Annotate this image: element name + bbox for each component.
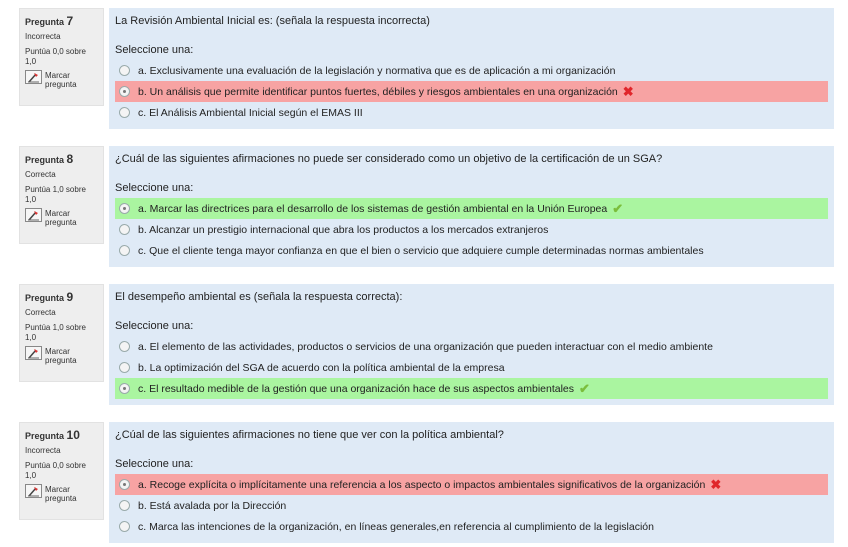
incorrect-x-icon: ✖ [710, 477, 722, 492]
flag-question-label: Marcar pregunta [45, 485, 77, 503]
flag-question-button[interactable] [25, 70, 98, 89]
question-number-value: 8 [66, 152, 74, 166]
answer-option[interactable] [115, 198, 828, 219]
radio-button[interactable] [119, 383, 130, 394]
answer-option[interactable] [115, 60, 828, 81]
radio-button[interactable] [119, 479, 130, 490]
answer-option-label: c. Que el cliente tenga mayor confianza en que el bien o servicio que adquiere cumple determinadas normas ambientales [138, 244, 704, 257]
question-number [25, 14, 98, 28]
question-info-panel [19, 284, 104, 382]
answer-option[interactable] [115, 102, 828, 123]
incorrect-x-icon: ✖ [622, 84, 634, 99]
question-label: Pregunta [25, 431, 65, 441]
radio-button[interactable] [119, 500, 130, 511]
answer-prompt: Seleccione una: [115, 44, 194, 56]
answer-prompt: Seleccione una: [115, 320, 194, 332]
question-text: La Revisión Ambiental Inicial es: (señala la respuesta incorrecta) [115, 15, 430, 27]
question-content [109, 8, 834, 129]
question-block [0, 142, 848, 266]
answer-prompt: Seleccione una: [115, 458, 194, 470]
question-number [25, 428, 98, 442]
question-info-panel [19, 8, 104, 106]
question-content [109, 146, 834, 267]
answer-prompt: Seleccione una: [115, 182, 194, 194]
question-block [0, 280, 848, 404]
answer-option-label: a. Exclusivamente una evaluación de la legislación y normativa que es de aplicación a mi organización [138, 64, 616, 77]
answer-option-label: c. El Análisis Ambiental Inicial según el EMAS III [138, 106, 363, 119]
answer-option[interactable] [115, 357, 828, 378]
question-grade: Puntúa 1,0 sobre 1,0 [25, 185, 86, 204]
answer-option[interactable] [115, 81, 828, 102]
radio-button[interactable] [119, 107, 130, 118]
flag-icon[interactable] [25, 208, 42, 222]
answer-list [115, 474, 828, 537]
flag-icon[interactable] [25, 484, 42, 498]
answer-option[interactable] [115, 336, 828, 357]
question-grade: Puntúa 0,0 sobre 1,0 [25, 47, 86, 66]
answer-option-label: c. Marca las intenciones de la organización, en líneas generales,en referencia al cumplimiento de la legislación [138, 520, 654, 533]
question-state: Correcta [25, 308, 56, 317]
correct-check-icon: ✔ [579, 381, 590, 396]
radio-button[interactable] [119, 65, 130, 76]
radio-button[interactable] [119, 341, 130, 352]
flag-question-label: Marcar pregunta [45, 347, 77, 365]
radio-button[interactable] [119, 224, 130, 235]
question-content [109, 284, 834, 405]
question-text: ¿Cúal de las siguientes afirmaciones no tiene que ver con la política ambiental? [115, 429, 504, 441]
question-label: Pregunta [25, 17, 65, 27]
answer-option-label: b. Está avalada por la Dirección [138, 499, 287, 512]
question-text: ¿Cuál de las siguientes afirmaciones no puede ser considerado como un objetivo de la certificación de un SGA? [115, 153, 663, 165]
question-text: El desempeño ambiental es (señala la respuesta correcta): [115, 291, 403, 303]
answer-option[interactable] [115, 474, 828, 495]
answer-option[interactable] [115, 495, 828, 516]
question-grade: Puntúa 0,0 sobre 1,0 [25, 461, 86, 480]
answer-option-label: c. El resultado medible de la gestión que una organización hace de sus aspectos ambientales [138, 382, 575, 395]
answer-list [115, 198, 828, 261]
correct-check-icon: ✔ [612, 201, 624, 216]
answer-option[interactable] [115, 240, 828, 261]
radio-button[interactable] [119, 86, 130, 97]
radio-button[interactable] [119, 521, 130, 532]
radio-button[interactable] [119, 245, 130, 256]
question-number-value: 10 [66, 428, 80, 442]
question-number [25, 290, 98, 304]
question-number [25, 152, 98, 166]
question-info-panel [19, 146, 104, 244]
answer-option-label: b. La optimización del SGA de acuerdo con la política ambiental de la empresa [138, 361, 505, 374]
question-state: Incorrecta [25, 32, 61, 41]
question-block [0, 4, 848, 128]
flag-question-button[interactable] [25, 346, 98, 365]
answer-list [115, 336, 828, 399]
flag-question-label: Marcar pregunta [45, 209, 77, 227]
question-label: Pregunta [25, 155, 65, 165]
question-number-value: 9 [66, 290, 74, 304]
question-label: Pregunta [25, 293, 65, 303]
answer-option[interactable] [115, 378, 828, 399]
radio-button[interactable] [119, 362, 130, 373]
answer-option[interactable] [115, 219, 828, 240]
radio-button[interactable] [119, 203, 130, 214]
answer-option-label: a. Marcar las directrices para el desarrollo de los sistemas de gestión ambiental en la Unión Europea [138, 202, 608, 215]
question-info-panel [19, 422, 104, 520]
question-content [109, 422, 834, 543]
question-block [0, 418, 848, 542]
question-state: Incorrecta [25, 446, 61, 455]
answer-option-label: a. El elemento de las actividades, productos o servicios de una organización que pueden interactuar con el medio ambiente [138, 340, 713, 353]
flag-question-label: Marcar pregunta [45, 71, 77, 89]
answer-list [115, 60, 828, 123]
question-number-value: 7 [66, 14, 74, 28]
flag-icon[interactable] [25, 70, 42, 84]
answer-option-label: a. Recoge explícita o implícitamente una referencia a los aspecto o impactos ambientales significativos de la organización [138, 478, 706, 491]
answer-option-label: b. Alcanzar un prestigio internacional que abra los productos a los mercados extranjeros [138, 223, 549, 236]
flag-question-button[interactable] [25, 208, 98, 227]
question-state: Correcta [25, 170, 56, 179]
answer-option[interactable] [115, 516, 828, 537]
answer-option-label: b. Un análisis que permite identificar puntos fuertes, débiles y riesgos ambientales en una organización [138, 85, 618, 98]
flag-question-button[interactable] [25, 484, 98, 503]
question-grade: Puntúa 1,0 sobre 1,0 [25, 323, 86, 342]
flag-icon[interactable] [25, 346, 42, 360]
